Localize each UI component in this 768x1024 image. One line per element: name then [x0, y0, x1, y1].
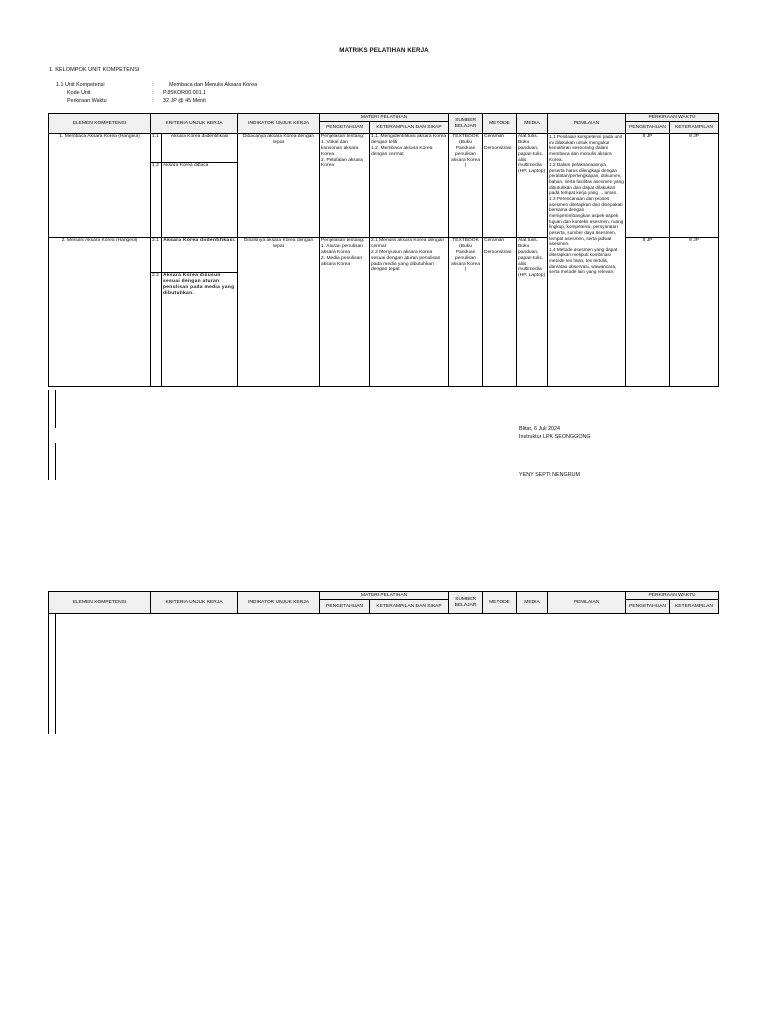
signature-name: YENY SEPTI NENGRUM	[519, 472, 581, 478]
header-pengetahuan: PENGETAHUAN	[320, 600, 370, 614]
header-metode: METODE	[483, 592, 517, 614]
header-pengetahuan: PENGETAHUAN	[320, 122, 370, 134]
header-waktu: PERKIRAAN WAKTU	[626, 592, 719, 600]
pengetahuan-cell: Penjelasan tentang: 1. Vokal dan konsonan aksara Korea 2. Pelafalan aksara Korea	[320, 134, 370, 238]
page-title: MATRIKS PELATIHAN KERJA	[339, 47, 429, 54]
section-heading: 1. KELOMPOK UNIT KOMPETENSI	[49, 67, 140, 73]
header-waktu-keterampilan: KETERAMPILAN	[670, 600, 719, 614]
info-colon: :	[152, 98, 154, 104]
header-indikator: INDIKATOR UNJUK KERJA	[238, 114, 320, 134]
waktu-keterampilan-cell: 8 JP	[670, 238, 719, 387]
waktu-pengetahuan-cell: 8 JP	[626, 238, 670, 387]
kriteria-text: Aksara Korea diidentifikasi.	[162, 238, 238, 273]
header-penilaian: PENILAIAN	[548, 592, 626, 614]
matrix-table	[48, 113, 719, 387]
border-line	[55, 443, 56, 480]
sumber-cell: TEXTBOOK (Buku Panduan penulisan aksara Korea )	[449, 134, 483, 238]
keterampilan-cell: 1.1. Mengidentifikasi aksara Korea dengan teliti 1.2. Membaca aksara Korea dengan cermat	[370, 134, 449, 238]
indikator-cell: Dibacanya aksara Korea dengan tepat	[238, 134, 320, 238]
border-line	[55, 390, 56, 428]
matrix-table-continued	[48, 591, 719, 614]
header-keterampilan: KETERAMPILAN DAN SIKAP	[370, 600, 449, 614]
info-time	[67, 98, 467, 106]
kriteria-number: 1.1	[151, 134, 162, 163]
metode-cell: Ceramah Demonstrasi	[483, 238, 517, 387]
header-materi: MATERI PELATIHAN	[320, 114, 449, 122]
waktu-keterampilan-cell: 8 JP	[670, 134, 719, 238]
kriteria-text: Aksara Korea diidentifikasi	[162, 134, 238, 163]
header-kriteria: KRITERIA UNJUK KERJA	[151, 114, 238, 134]
header-keterampilan: KETERAMPILAN DAN SIKAP	[370, 122, 449, 134]
metode-cell: Ceramah Demonstrasi	[483, 134, 517, 238]
info-unit	[56, 82, 456, 90]
info-colon: :	[152, 90, 154, 96]
pengetahuan-cell: Penjelasan tentang: 1. Aturan penulisan aksara Korea 2. Media penulisan aksara Korea	[320, 238, 370, 387]
sumber-cell: TEXTBOOK (Buku Panduan penulisan aksara Korea )	[449, 238, 483, 387]
waktu-pengetahuan-cell: 8 JP	[626, 134, 670, 238]
info-code	[67, 90, 467, 98]
info-value: P.85KOR00.001.1	[163, 90, 207, 96]
info-key: Kode Unit	[67, 90, 91, 96]
header-media: MEDIA	[517, 592, 548, 614]
header-sumber: SUMBER BELAJAR	[449, 114, 483, 134]
info-value: 32 JP @ 45 Menit	[163, 98, 206, 104]
header-waktu-pengetahuan: PENGETAHUAN	[626, 122, 670, 134]
penilaian-cell: 1.1 Penilaian kompetensi pada unit ini dilakukan untuk mengukur kemahiran seseorang dalam membaca dan menulis aksara Korea. 1.2 Dalam pelaksanaannya, peserta harus dilengkapi dengan peralatan/perlengkapan, dokumen, bahan, serta fasilitas asesmen yang dibutuhkan dan dapat dilakukan pada tempat kerja yang ... aman. 1.3 Perencanaan dan proses asesmen ditetapkan dan disepakati bersama dengan mempertimbangkan aspek-aspek tujuan dan konteks asesmen, ruang lingkup, kompetensi, persyaratan peserta, sumber daya asesmen, tempat asesmen, serta jadwal asesmen. 1.4 Metode asesmen yang dapat diterapkan meliputi kombinasi metode tes lisan, tes tertulis, dan/atau observasi, wawancara, serta metode lain yang relevan.	[548, 134, 626, 387]
kriteria-number: 2.1	[151, 238, 162, 273]
header-media: MEDIA	[517, 114, 548, 134]
header-penilaian: PENILAIAN	[548, 114, 626, 134]
header-waktu: PERKIRAAN WAKTU	[626, 114, 719, 122]
signature-place-date: Blitar, 6 Juli 2024	[519, 426, 561, 432]
header-waktu-keterampilan: KETERAMPILAN	[670, 122, 719, 134]
header-materi: MATERI PELATIHAN	[320, 592, 449, 600]
info-value: Membaca dan Menulis Aksara Korea	[169, 82, 258, 88]
elemen-cell: 2. Menulis Aksara Korea (Hangeul)	[49, 238, 151, 387]
header-waktu-pengetahuan: PENGETAHUAN	[626, 600, 670, 614]
media-cell: Alat tulis, Buku panduan, papan tulis, alat multimedia (HP, Laptop)	[517, 238, 548, 387]
header-elemen: ELEMEN KOMPETENSI	[49, 114, 151, 134]
keterampilan-cell: 2.1 Menulis aksara Korea dengan cermat 2.2 Menyusun aksara Korea sesuai dengan aturan penulisan pada media yang dibutuhkan dengan tepat	[370, 238, 449, 387]
info-colon: :	[152, 82, 154, 88]
kriteria-text: Aksara Korea disusun sesuai dengan aturan penulisan pada media yang dibutuhkan.	[162, 273, 238, 387]
info-key: 1.1 Unit Kompetensi	[56, 82, 105, 88]
border-line	[48, 614, 49, 734]
header-metode: METODE	[483, 114, 517, 134]
elemen-cell: 1. Membaca Aksara Korea (Hangeul)	[49, 134, 151, 238]
header-sumber: SUMBER BELAJAR	[449, 592, 483, 614]
border-line	[48, 390, 49, 480]
border-line	[55, 614, 56, 734]
kriteria-number: 1.2	[151, 163, 162, 238]
header-elemen: ELEMEN KOMPETENSI	[49, 592, 151, 614]
header-indikator: INDIKATOR UNJUK KERJA	[238, 592, 320, 614]
media-cell: Alat tulis, Buku panduan, papan tulis, alat multimedia (HP, Laptop)	[517, 134, 548, 238]
signature-role: Instruktur LPK SEONGGONG	[519, 434, 591, 440]
indikator-cell: Ditulisnya aksara Korea dengan tepat	[238, 238, 320, 387]
kriteria-text: Aksara Korea dibaca	[162, 163, 238, 238]
info-key: Perkiraan Waktu	[67, 98, 107, 104]
kriteria-number: 2.2	[151, 273, 162, 387]
header-kriteria: KRITERIA UNJUK KERJA	[151, 592, 238, 614]
